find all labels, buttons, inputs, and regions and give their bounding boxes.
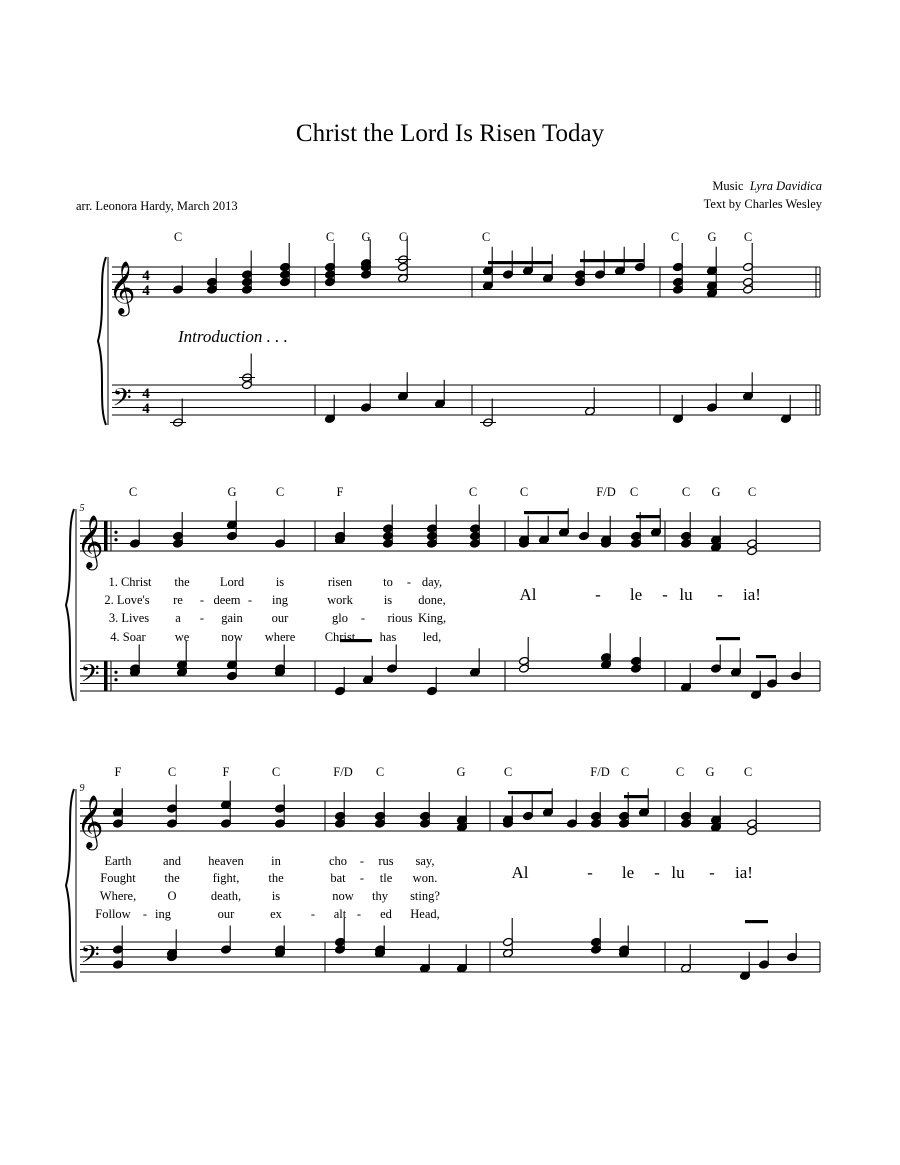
note-beam <box>636 515 660 518</box>
lyric-syllable: Where, <box>99 889 137 903</box>
lyric-syllable: heaven <box>208 854 244 868</box>
music-prefix: Music <box>712 179 744 193</box>
alleluia-syllable: Al <box>511 863 529 882</box>
chord-symbol: C <box>670 230 680 244</box>
note-beam <box>580 259 644 262</box>
lyric-syllable: sting? <box>410 889 440 903</box>
alleluia-syllable: ia! <box>735 863 753 882</box>
chord-symbol: G <box>707 230 717 244</box>
alleluia-syllable: lu <box>671 863 685 882</box>
lyric-syllable: - <box>310 907 316 921</box>
chord-symbol: F/D <box>596 485 616 499</box>
lyric-syllable: Fought <box>100 871 136 885</box>
lyric-syllable: - <box>360 611 366 625</box>
lyric-syllable: we <box>174 630 190 644</box>
time-signature: 4 <box>142 268 150 284</box>
lyric-syllable: - <box>142 907 148 921</box>
system-brace <box>98 257 106 425</box>
lyric-syllable: in <box>271 854 281 868</box>
lyric-syllable: done, <box>418 593 446 607</box>
lyric-syllable: deem <box>213 593 241 607</box>
lyric-syllable: cho <box>328 854 348 868</box>
chord-symbol: C <box>743 765 753 779</box>
chord-symbol: G <box>227 485 237 499</box>
bass-clef-icon: 𝄢 <box>80 660 100 694</box>
chord-symbol: C <box>743 230 753 244</box>
chord-symbol: C <box>398 230 408 244</box>
alleluia-syllable: - <box>587 863 593 882</box>
chord-symbol: F <box>114 765 122 779</box>
chord-symbol: C <box>681 485 691 499</box>
bass-clef-icon: 𝄢 <box>112 384 132 418</box>
alleluia-syllable: - <box>662 585 668 604</box>
lyric-syllable: ed <box>380 907 392 921</box>
arranger-credit: arr. Leonora Hardy, March 2013 <box>76 199 238 213</box>
lyric-syllable: is <box>275 575 285 589</box>
chord-symbol: C <box>325 230 335 244</box>
chord-symbol: C <box>503 765 513 779</box>
lyric-syllable: rus <box>378 854 394 868</box>
system-brace <box>66 509 74 701</box>
alleluia-syllable: ia! <box>743 585 761 604</box>
time-signature: 4 <box>142 401 150 417</box>
measure-number: 5 <box>79 503 85 514</box>
music-source: Lyra Davidica <box>749 179 822 193</box>
lyric-syllable: - <box>356 907 362 921</box>
lyric-syllable: has <box>379 630 397 644</box>
note-beam <box>624 795 648 798</box>
lyric-syllable: say, <box>415 854 435 868</box>
lyric-syllable: the <box>268 871 284 885</box>
repeat-dot <box>114 678 117 681</box>
lyric-syllable: a <box>175 611 181 625</box>
lyric-syllable: re <box>173 593 183 607</box>
lyric-syllable: thy <box>372 889 388 903</box>
chord-symbol: C <box>620 765 630 779</box>
chord-symbol: C <box>481 230 491 244</box>
repeat-dot <box>114 538 117 541</box>
lyric-syllable: alt <box>333 907 347 921</box>
note-beam <box>488 261 552 264</box>
lyric-syllable: 1. Christ <box>108 575 152 589</box>
lyric-syllable: King, <box>417 611 447 625</box>
bass-clef-icon: 𝄢 <box>80 941 100 975</box>
chord-symbol: G <box>456 765 466 779</box>
chord-symbol: G <box>711 485 721 499</box>
lyric-syllable: won. <box>412 871 438 885</box>
lyric-syllable: - <box>406 575 412 589</box>
lyric-syllable: day, <box>421 575 443 589</box>
lyric-syllable: O <box>167 889 177 903</box>
lyric-syllable: death, <box>210 889 242 903</box>
lyric-syllable: glo <box>332 611 348 625</box>
lyric-syllable: fight, <box>212 871 240 885</box>
chord-symbol: C <box>167 765 177 779</box>
lyric-syllable: 3. Lives <box>108 611 150 625</box>
treble-clef-icon: 𝄞 <box>76 796 104 847</box>
lyric-syllable: where <box>264 630 296 644</box>
treble-clef-icon: 𝄞 <box>76 516 104 567</box>
lyric-syllable: 4. Soar <box>110 630 146 644</box>
chord-symbol: C <box>675 765 685 779</box>
repeat-bar <box>104 661 108 691</box>
alleluia-syllable: le <box>621 863 635 882</box>
chord-symbol: C <box>375 765 385 779</box>
lyric-syllable: is <box>271 889 281 903</box>
notes-layer <box>113 236 802 981</box>
page-title: Christ the Lord Is Risen Today <box>295 120 605 147</box>
note-beam <box>716 637 740 640</box>
lyric-syllable: Lord <box>219 575 245 589</box>
chord-symbol: C <box>271 765 281 779</box>
note-beam <box>508 791 552 794</box>
chord-symbol: F/D <box>333 765 353 779</box>
lyric-syllable: Christ <box>324 630 356 644</box>
lyric-syllable: - <box>199 611 205 625</box>
chord-symbol: F/D <box>590 765 610 779</box>
lyric-syllable: work <box>327 593 353 607</box>
alleluia-syllable: Al <box>519 585 537 604</box>
lyric-syllable: is <box>383 593 393 607</box>
lyric-syllable: the <box>174 575 190 589</box>
note-beam <box>745 920 768 923</box>
chord-symbol: F <box>222 765 230 779</box>
chord-symbol: C <box>128 485 138 499</box>
chord-symbol: C <box>747 485 757 499</box>
lyric-syllable: our <box>271 611 289 625</box>
lyric-syllable: and <box>162 854 182 868</box>
lyric-syllable: - <box>199 593 205 607</box>
lyric-syllable: led, <box>422 630 442 644</box>
repeat-dot <box>114 531 117 534</box>
alleluia-syllable: - <box>709 863 715 882</box>
time-signature: 4 <box>142 386 150 402</box>
intro-label: Introduction . . . <box>178 327 288 346</box>
lyric-syllable: - <box>359 871 365 885</box>
treble-clef-icon: 𝄞 <box>108 262 136 313</box>
chord-symbol: C <box>519 485 529 499</box>
lyric-syllable: risen <box>327 575 353 589</box>
repeat-dot <box>114 671 117 674</box>
alleluia-syllable: le <box>629 585 643 604</box>
alleluia-syllable: - <box>654 863 660 882</box>
time-signature: 4 <box>142 283 150 299</box>
alleluia-syllable: lu <box>679 585 693 604</box>
lyric-syllable: now <box>332 889 354 903</box>
lyric-syllable: Head, <box>410 907 440 921</box>
chord-symbol: G <box>705 765 715 779</box>
lyric-syllable: now <box>221 630 243 644</box>
system-brace <box>66 789 74 982</box>
lyric-syllable: tle <box>379 871 393 885</box>
measure-number: 9 <box>79 783 85 794</box>
lyric-syllable: 2. Love's <box>104 593 150 607</box>
text-credit: Text by Charles Wesley <box>703 197 822 211</box>
chord-symbol: C <box>468 485 478 499</box>
lyric-syllable: our <box>217 907 235 921</box>
chord-symbol: G <box>361 230 371 244</box>
chord-symbol: F <box>336 485 344 499</box>
lyric-syllable: the <box>164 871 180 885</box>
chord-symbol: C <box>173 230 183 244</box>
alleluia-syllable: - <box>595 585 601 604</box>
lyric-syllable: ing <box>272 593 288 607</box>
lyric-syllable: Earth <box>104 854 132 868</box>
lyric-syllable: Follow <box>95 907 131 921</box>
lyric-syllable: rious <box>387 611 413 625</box>
note-beam <box>756 655 776 658</box>
alleluia-syllable: - <box>717 585 723 604</box>
lyric-syllable: to <box>383 575 393 589</box>
chord-symbol: C <box>629 485 639 499</box>
chord-symbol: C <box>275 485 285 499</box>
lyric-syllable: bat <box>330 871 346 885</box>
lyric-syllable: ing <box>155 907 171 921</box>
lyric-syllable: - <box>359 854 365 868</box>
lyric-syllable: - <box>247 593 253 607</box>
note-beam <box>524 511 568 514</box>
lyric-syllable: ex <box>270 907 282 921</box>
lyric-syllable: gain <box>221 611 243 625</box>
repeat-bar <box>104 521 108 551</box>
